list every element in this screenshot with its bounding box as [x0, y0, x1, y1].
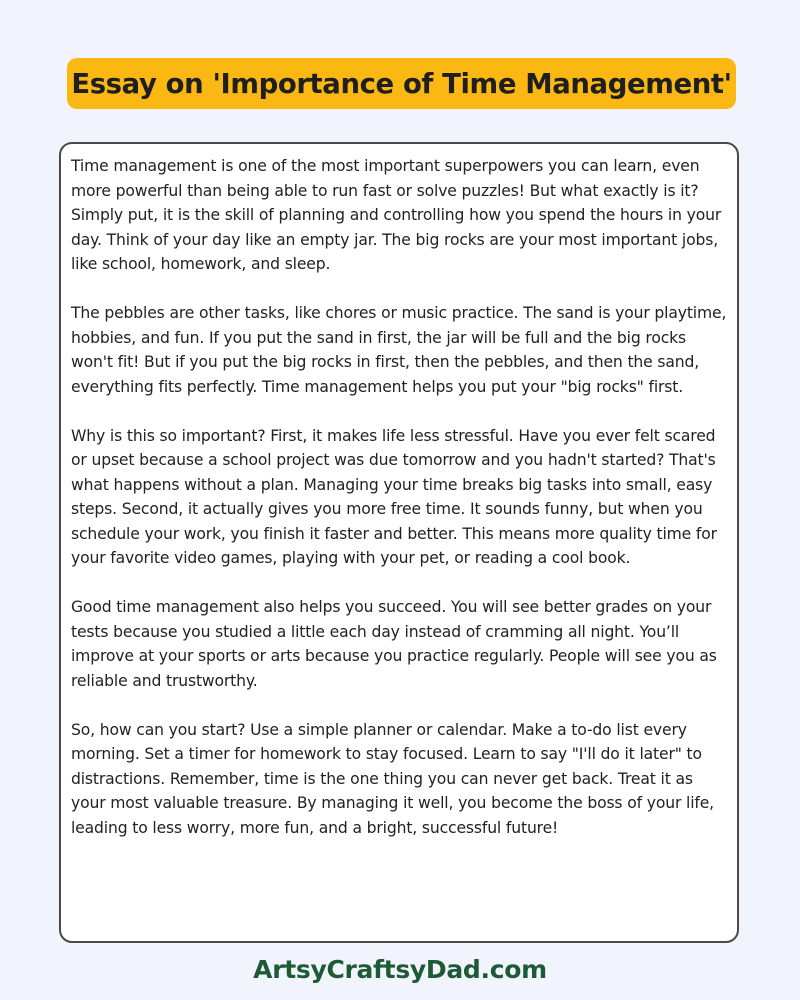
page-title: Essay on 'Importance of Time Management'	[71, 67, 732, 100]
site-footer-brand: ArtsyCraftsyDad.com	[253, 955, 547, 984]
essay-paragraph-5: So, how can you start? Use a simple planner or calendar. Make a to-do list every morning. Set a timer for homework to stay focused. Learn to say "I'll do it later" to distractions. Remember, time is the one thing you can never get back. Treat it as your most valuable treasure. By managing it well, you become the boss of your life, leading to less worry, more fun, and a bright, successful future!	[71, 720, 714, 837]
essay-paragraph-1: Time management is one of the most important superpowers you can learn, even more powerful than being able to run fast or solve puzzles! But what exactly is it? Simply put, it is the skill of planning and controlling how you spend the hours in your day. Think of your day like an empty jar. The big rocks are your most important jobs, like school, homework, and sleep.	[71, 157, 722, 273]
essay-paragraph-3: Why is this so important? First, it makes life less stressful. Have you ever felt scared or upset because a school project was due tomorrow and you hadn't started? That's what happens without a plan. Managing your time breaks big tasks into small, easy steps. Second, it actually gives you more free time. It sounds funny, but when you schedule your work, you finish it faster and better. This means more quality time for your favorite video games, playing with your pet, or reading a cool book.	[71, 426, 717, 567]
essay-card	[59, 142, 739, 943]
essay-paragraph-4: Good time management also helps you succeed. You will see better grades on your tests because you studied a little each day instead of cramming all night. You’ll improve at your sports or arts because you practice regularly. People will see you as reliable and trustworthy.	[71, 598, 717, 690]
title-banner	[67, 58, 736, 109]
essay-paragraph-2: The pebbles are other tasks, like chores or music practice. The sand is your playtime, hobbies, and fun. If you put the sand in first, the jar will be full and the big rocks won't fit! But if you put the big rocks in first, then the pebbles, and then the sand, everything fits perfectly. Time management helps you put your "big rocks" first.	[71, 304, 727, 396]
